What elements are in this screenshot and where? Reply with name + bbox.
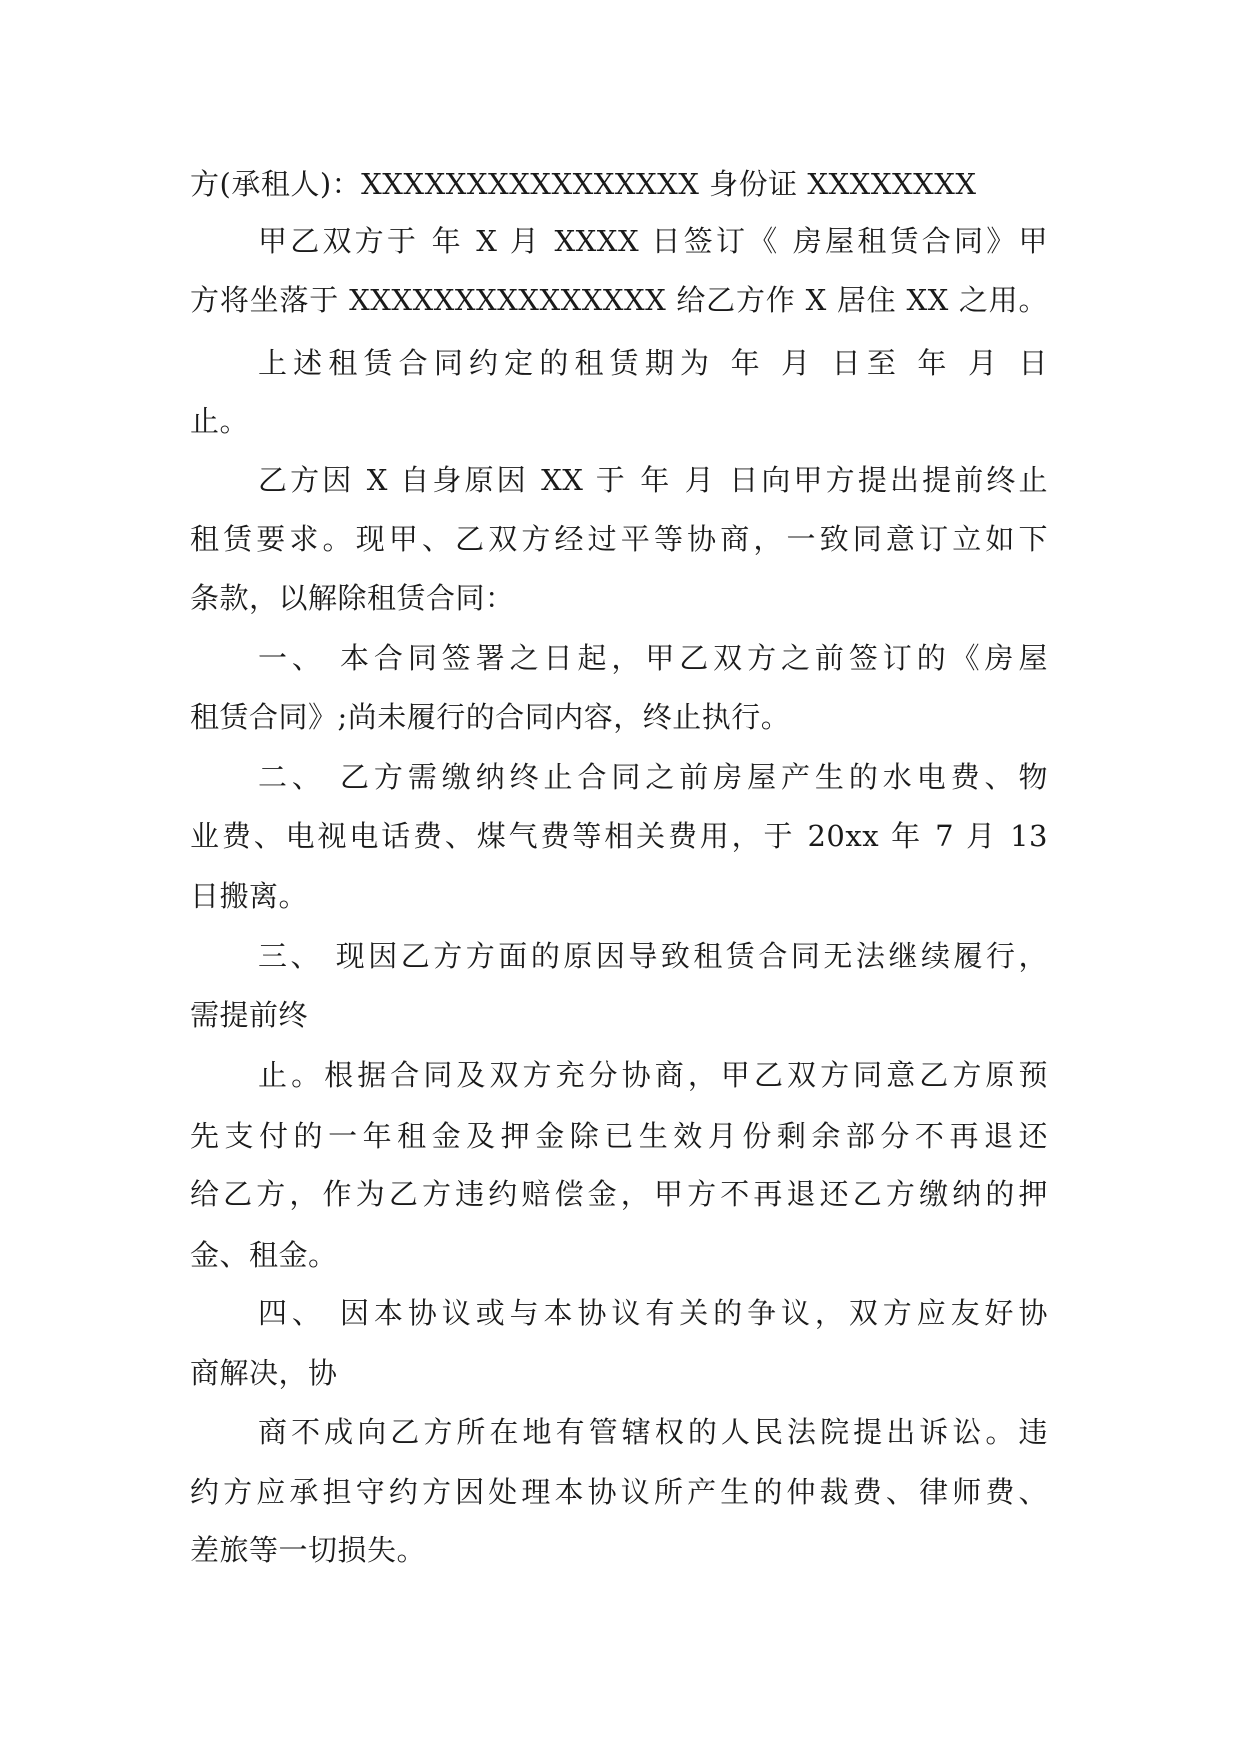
clause-four-line: 商解决，协: [190, 1356, 338, 1390]
clause-four-line: 差旅等一切损失。: [190, 1533, 427, 1567]
clause-two-line: 二、 乙方需缴纳终止合同之前房屋产生的水电费、物: [258, 760, 1048, 794]
paragraph-line: 乙方因 X 自身原因 XX 于 年 月 日向甲方提出提前终止: [258, 463, 1048, 497]
clause-one-line: 一、 本合同签署之日起，甲乙双方之前签订的《房屋: [258, 641, 1048, 675]
tenant-info-line: 方(承租人)：XXXXXXXXXXXXXXXX 身份证 XXXXXXXX: [190, 167, 977, 201]
clause-three-line: 先支付的一年租金及押金除已生效月份剩余部分不再退还: [190, 1119, 1048, 1153]
clause-four-line: 四、 因本协议或与本协议有关的争议，双方应友好协: [258, 1296, 1048, 1330]
paragraph-line: 条款，以解除租赁合同：: [190, 581, 515, 615]
clause-two-line: 业费、电视电话费、煤气费等相关费用，于 20xx 年 7 月 13: [190, 819, 1048, 853]
clause-three-line: 金、租金。: [190, 1238, 338, 1272]
clause-three-line: 止。根据合同及双方充分协商，甲乙双方同意乙方原预: [258, 1058, 1048, 1092]
paragraph-line: 租赁要求。现甲、乙双方经过平等协商，一致同意订立如下: [190, 522, 1048, 556]
clause-three-line: 需提前终: [190, 998, 309, 1032]
paragraph-line: 方将坐落于 XXXXXXXXXXXXXXX 给乙方作 X 居住 XX 之用。: [190, 283, 1048, 317]
paragraph-line: 甲乙双方于 年 X 月 XXXX 日签订《 房屋租赁合同》甲: [258, 224, 1048, 258]
clause-three-line: 给乙方，作为乙方违约赔偿金，甲方不再退还乙方缴纳的押: [190, 1177, 1048, 1211]
paragraph-line: 止。: [190, 404, 250, 438]
clause-four-line: 约方应承担守约方因处理本协议所产生的仲裁费、律师费、: [190, 1475, 1048, 1509]
clause-three-line: 三、 现因乙方方面的原因导致租赁合同无法继续履行，: [258, 939, 1048, 973]
clause-four-line: 商不成向乙方所在地有管辖权的人民法院提出诉讼。违: [258, 1415, 1048, 1449]
paragraph-line: 上述租赁合同约定的租赁期为 年 月 日至 年 月 日: [258, 346, 1048, 380]
clause-two-line: 日搬离。: [190, 879, 309, 913]
clause-one-line: 租赁合同》;尚未履行的合同内容，终止执行。: [190, 700, 791, 734]
